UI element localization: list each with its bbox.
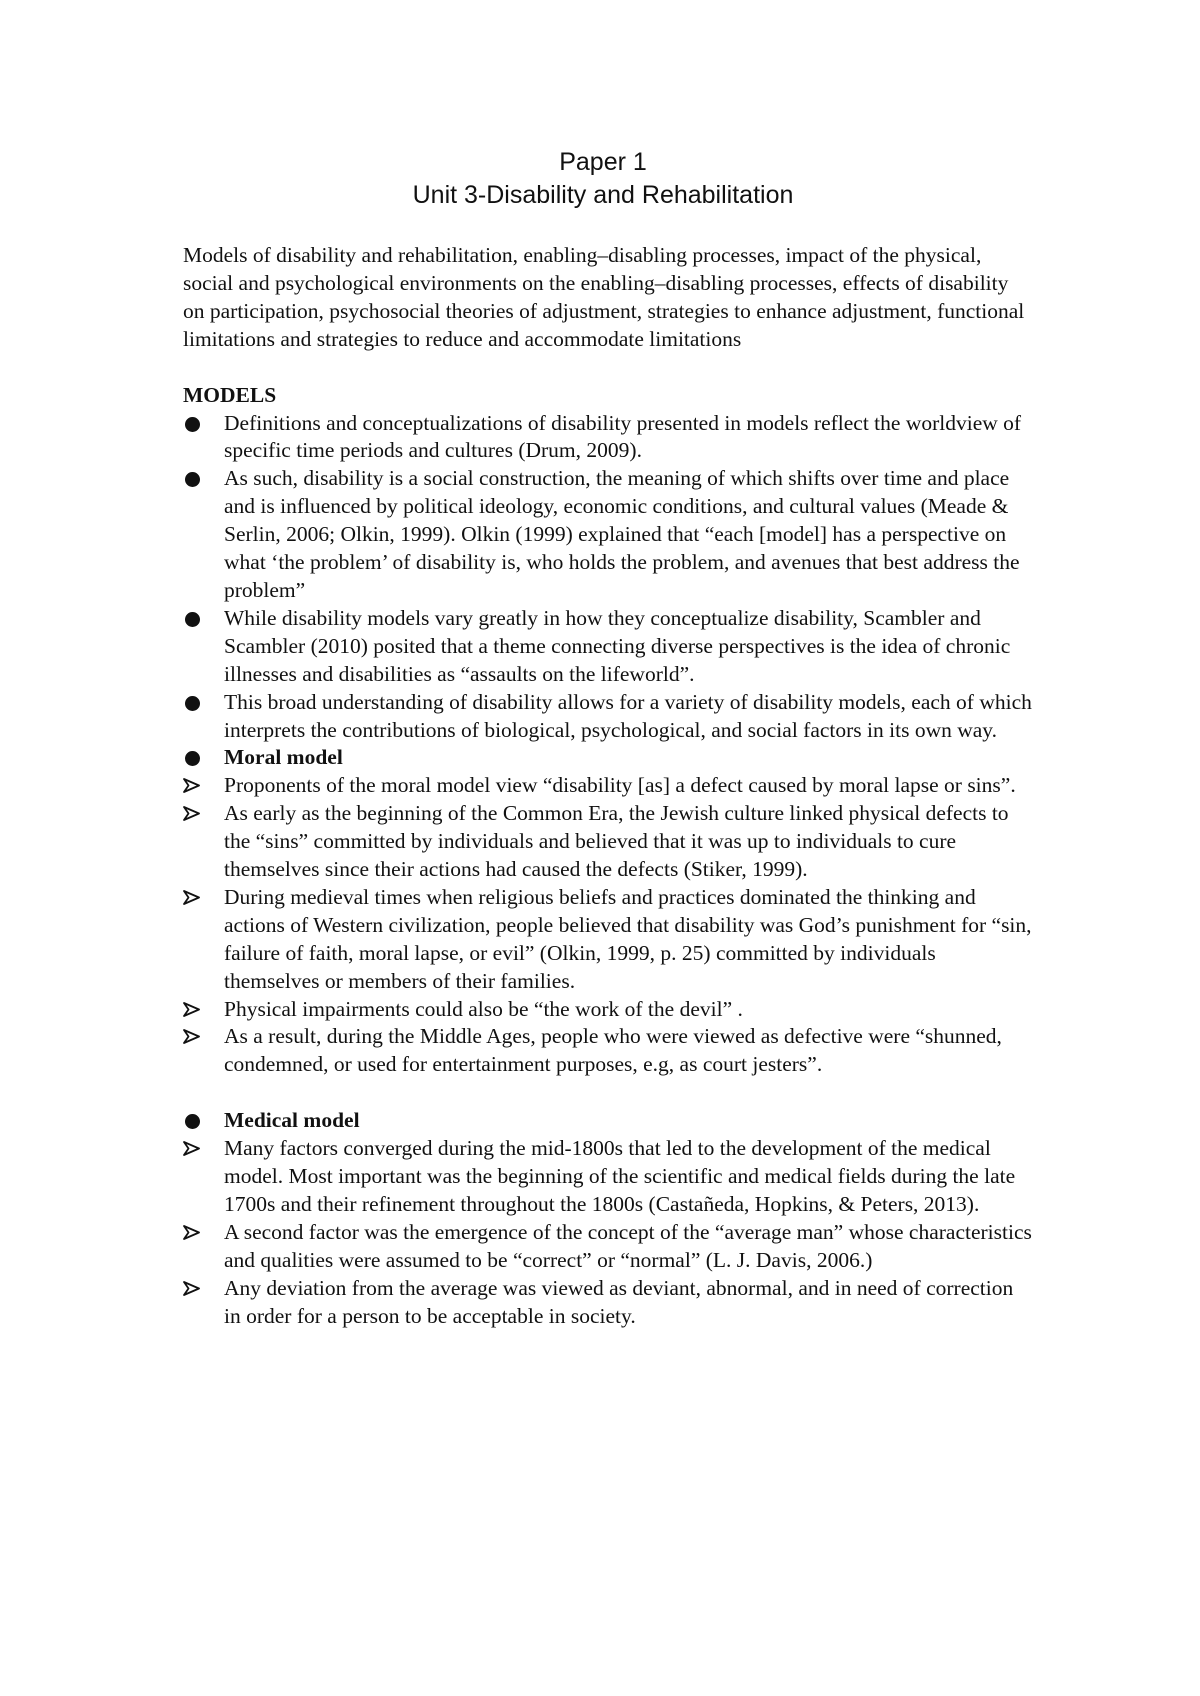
arrow-bullet-icon xyxy=(183,1023,200,1044)
bullet-text: Definitions and conceptualizations of disability presented in models reflect the worldview of specific time periods and cultures (Drum, 2009). xyxy=(224,410,1022,463)
arrow-text: During medieval times when religious beliefs and practices dominated the thinking and actions of Western civilization, people believed that disability was God’s punishment for “sin, failure of faith, moral lapse, or evil” (Olkin, 1999, p. 25) committed by individuals themselves or members of their families. xyxy=(224,884,1032,993)
bullet-dot-icon xyxy=(185,696,200,711)
arrow-item xyxy=(183,1275,1033,1331)
paper-title: Paper 1 xyxy=(559,148,647,176)
bullet-dot-icon xyxy=(185,472,200,487)
intro-paragraph: Models of disability and rehabilitation, enabling–disabling processes, impact of the physical, social and psychological environments on the enabling–disabling processes, effects of disability on participation, psychosocial theories of adjustment, strategies to enhance adjustment, functional limitations and strategies to reduce and accommodate limitations xyxy=(183,243,1025,351)
arrow-text: Any deviation from the average was viewed as deviant, abnormal, and in need of correction in order for a person to be acceptable in society. xyxy=(224,1275,1014,1328)
arrow-item xyxy=(183,1135,1033,1219)
bullet-text: While disability models vary greatly in how they conceptualize disability, Scambler and Scambler (2010) posited that a theme connecting diverse perspectives is the idea of chronic illnesses and disabilities as “assaults on the lifeworld”. xyxy=(224,605,1011,686)
arrow-item xyxy=(183,772,1033,800)
unit-title: Unit 3-Disability and Rehabilitation xyxy=(412,181,794,209)
bullet-item xyxy=(183,465,1033,605)
bullet-dot-icon xyxy=(185,1114,200,1129)
bullet-text: As such, disability is a social construction, the meaning of which shifts over time and place and is influenced by political ideology, economic conditions, and cultural values (Meade & Serlin, 2006; Olkin, 1999). Olkin (1999) explained that “each [model] has a perspective on what ‘the problem’ of disability is, who holds the problem, and avenues that best address the problem” xyxy=(224,466,1020,602)
bullet-dot-icon xyxy=(185,612,200,627)
title-block xyxy=(183,146,1023,212)
moral-model-heading-item xyxy=(183,744,1033,772)
arrow-item xyxy=(183,884,1033,996)
arrow-bullet-icon xyxy=(183,800,200,821)
arrow-bullet-icon xyxy=(183,1219,200,1240)
bullet-text: This broad understanding of disability allows for a variety of disability models, each of which interprets the contributions of biological, psychological, and social factors in its own way. xyxy=(224,689,1032,742)
bullet-dot-icon xyxy=(185,417,200,432)
arrow-text: A second factor was the emergence of the concept of the “average man” whose characteristics and qualities were assumed to be “correct” or “normal” (L. J. Davis, 2006.) xyxy=(224,1219,1032,1272)
models-heading: MODELS xyxy=(183,382,277,407)
arrow-item xyxy=(183,800,1033,884)
bullet-dot-icon xyxy=(185,751,200,766)
arrow-item xyxy=(183,996,1033,1024)
moral-model-heading: Moral model xyxy=(224,745,343,770)
arrow-bullet-icon xyxy=(183,884,200,905)
bullet-item xyxy=(183,410,1033,466)
arrow-text: As a result, during the Middle Ages, people who were viewed as defective were “shunned, condemned, or used for entertainment purposes, e.g, as court jesters”. xyxy=(224,1024,1002,1077)
spacer xyxy=(183,1079,1033,1107)
document-page xyxy=(183,146,1033,1331)
arrow-text: Proponents of the moral model view “disability [as] a defect caused by moral lapse or sins”. xyxy=(224,773,1016,798)
arrow-bullet-icon xyxy=(183,1135,200,1156)
arrow-text: Physical impairments could also be “the work of the devil” . xyxy=(224,996,743,1021)
medical-model-heading-item xyxy=(183,1107,1033,1135)
arrow-text: Many factors converged during the mid-1800s that led to the development of the medical model. Most important was the beginning of the scientific and medical fields during the late 1700s and their refinement throughout the 1800s (Castañeda, Hopkins, & Peters, 2013). xyxy=(224,1136,1016,1216)
arrow-bullet-icon xyxy=(183,772,200,793)
arrow-text: As early as the beginning of the Common Era, the Jewish culture linked physical defects to the “sins” committed by individuals and believed that it was up to individuals to cure themselves since their actions had caused the defects (Stiker, 1999). xyxy=(224,801,1009,882)
arrow-item xyxy=(183,1219,1033,1275)
arrow-bullet-icon xyxy=(183,996,200,1017)
medical-model-heading: Medical model xyxy=(224,1108,360,1133)
arrow-bullet-icon xyxy=(183,1275,200,1296)
bullet-item xyxy=(183,605,1033,689)
arrow-item xyxy=(183,1023,1033,1079)
bullet-item xyxy=(183,689,1033,745)
